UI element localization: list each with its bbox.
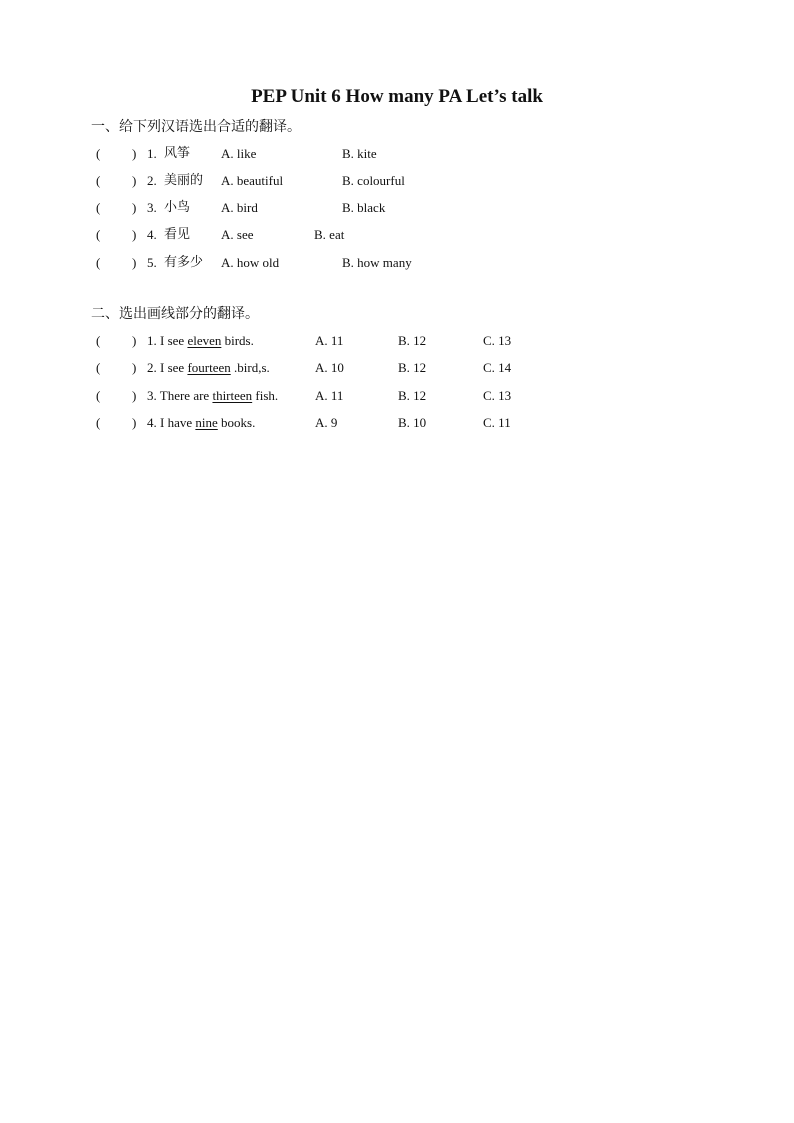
answer-paren-open[interactable]: ( [96, 173, 101, 188]
question-row [0, 171, 794, 191]
page-title: PEP Unit 6 How many PA Let’s talk [251, 86, 543, 107]
sentence-suffix: fish. [252, 388, 279, 403]
question-number: 5. [147, 255, 157, 270]
option-b: B. black [342, 200, 386, 215]
question-row [0, 198, 794, 218]
section2-heading: 二、选出画线部分的翻译。 [91, 306, 259, 322]
sentence-prefix: 1. I see [147, 333, 188, 348]
question-row [0, 358, 794, 378]
option-c: C. 11 [483, 415, 511, 430]
answer-paren-close: ) [132, 173, 137, 188]
answer-paren-open[interactable]: ( [96, 360, 101, 375]
answer-paren-close: ) [132, 360, 137, 375]
sentence-suffix: books. [217, 415, 256, 430]
answer-paren-close: ) [132, 146, 137, 161]
answer-paren-open[interactable]: ( [96, 146, 101, 161]
option-b: B. how many [342, 255, 412, 270]
option-a: A. 11 [315, 388, 344, 403]
chinese-word: 风筝 [164, 146, 191, 161]
underlined-word: fourteen [187, 360, 231, 375]
question-row [0, 331, 794, 351]
answer-paren-close: ) [132, 200, 137, 215]
underlined-word: eleven [187, 333, 222, 348]
option-a: A. bird [221, 200, 258, 215]
option-b: B. eat [314, 227, 345, 242]
answer-paren-close: ) [132, 255, 137, 270]
option-b: B. kite [342, 146, 377, 161]
question-sentence [147, 413, 255, 433]
question-number: 1. [147, 146, 157, 161]
question-number: 3. [147, 200, 157, 215]
chinese-word: 有多少 [164, 255, 204, 270]
sentence-prefix: 3. There are [147, 388, 213, 403]
question-sentence [147, 386, 278, 406]
option-a: A. 9 [315, 415, 338, 430]
answer-paren-open[interactable]: ( [96, 415, 101, 430]
question-row [0, 144, 794, 164]
answer-paren-close: ) [132, 333, 137, 348]
answer-paren-open[interactable]: ( [96, 333, 101, 348]
section1-heading: 一、给下列汉语选出合适的翻译。 [91, 119, 301, 135]
question-row [0, 386, 794, 406]
answer-paren-close: ) [132, 388, 137, 403]
option-a: A. 10 [315, 360, 344, 375]
question-row [0, 413, 794, 433]
answer-paren-open[interactable]: ( [96, 227, 101, 242]
option-b: B. 12 [398, 333, 427, 348]
option-b: B. 12 [398, 388, 427, 403]
option-a: A. see [221, 227, 254, 242]
chinese-word: 看见 [164, 227, 191, 242]
option-c: C. 14 [483, 360, 512, 375]
option-b: B. 12 [398, 360, 427, 375]
option-a: A. beautiful [221, 173, 284, 188]
sentence-prefix: 2. I see [147, 360, 188, 375]
sentence-suffix: .bird,s. [230, 360, 270, 375]
answer-paren-open[interactable]: ( [96, 255, 101, 270]
underlined-word: thirteen [212, 388, 253, 403]
option-b: B. 10 [398, 415, 427, 430]
question-row [0, 225, 794, 245]
chinese-word: 小鸟 [164, 200, 191, 215]
question-number: 2. [147, 173, 157, 188]
question-sentence [147, 358, 270, 378]
answer-paren-close: ) [132, 415, 137, 430]
answer-paren-open[interactable]: ( [96, 200, 101, 215]
option-a: A. 11 [315, 333, 344, 348]
option-c: C. 13 [483, 388, 512, 403]
question-number: 4. [147, 227, 157, 242]
underlined-word: nine [195, 415, 218, 430]
sentence-prefix: 4. I have [147, 415, 196, 430]
option-a: A. how old [221, 255, 280, 270]
chinese-word: 美丽的 [164, 173, 204, 188]
option-a: A. like [221, 146, 257, 161]
question-row [0, 253, 794, 273]
sentence-suffix: birds. [221, 333, 254, 348]
option-b: B. colourful [342, 173, 405, 188]
answer-paren-open[interactable]: ( [96, 388, 101, 403]
question-sentence [147, 331, 254, 351]
answer-paren-close: ) [132, 227, 137, 242]
option-c: C. 13 [483, 333, 512, 348]
